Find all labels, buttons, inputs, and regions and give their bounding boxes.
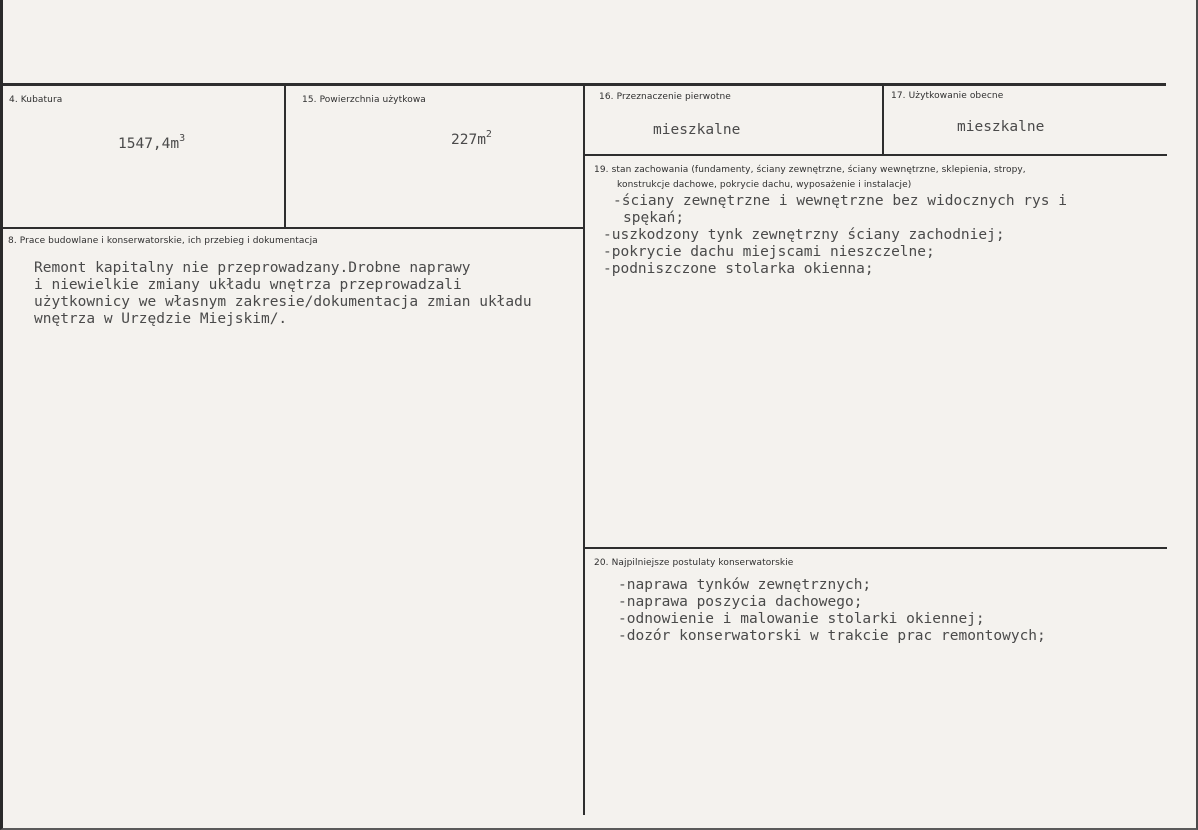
field-18-label: 8. Prace budowlane i konserwatorskie, ich przebieg i dokumentacja bbox=[8, 236, 318, 246]
rule-above-20 bbox=[584, 547, 1167, 549]
field-15-exponent: 2 bbox=[485, 129, 492, 140]
field-14-label: 4. Kubatura bbox=[9, 95, 63, 105]
field-19-line: -ściany zewnętrzne i wewnętrzne bez widocznych rys i bbox=[613, 193, 1067, 209]
field-18-line: wnętrza w Urzędzie Miejskim/. bbox=[34, 311, 288, 327]
field-15-label: 15. Powierzchnia użytkowa bbox=[302, 95, 426, 105]
field-14-exponent: 3 bbox=[179, 133, 186, 144]
field-15-number: 227m bbox=[451, 132, 486, 148]
field-19-text bbox=[603, 193, 1067, 278]
field-18-line: użytkownicy we własnym zakresie/dokumentacja zmian układu bbox=[34, 294, 532, 310]
field-14-number: 1547,4m bbox=[118, 136, 180, 152]
center-divider bbox=[583, 85, 585, 815]
field-20-line: -odnowienie i malowanie stolarki okiennej; bbox=[618, 611, 985, 627]
field-20-line: -naprawa tynków zewnętrznych; bbox=[618, 577, 872, 593]
field-19-line: -pokrycie dachu miejscami nieszczelne; bbox=[603, 244, 935, 260]
field-19-line: -uszkodzony tynk zewnętrzny ściany zachodniej; bbox=[603, 227, 1005, 243]
field-19-label-line1: 19. stan zachowania (fundamenty, ściany zewnętrzne, ściany wewnętrzne, sklepienia, stropy, bbox=[594, 165, 1026, 175]
field-14-value bbox=[118, 130, 185, 153]
field-20-text bbox=[618, 577, 1046, 645]
field-17-label: 17. Użytkowanie obecne bbox=[891, 91, 1004, 101]
field-18-line: i niewielkie zmiany układu wnętrza przeprowadzali bbox=[34, 277, 462, 293]
field-18-text bbox=[34, 260, 532, 328]
field-20-line: -naprawa poszycia dachowego; bbox=[618, 594, 863, 610]
divider-14-15 bbox=[284, 85, 286, 228]
field-19-line: spękań; bbox=[623, 210, 685, 226]
field-18-line: Remont kapitalny nie przeprowadzany.Drobne naprawy bbox=[34, 260, 471, 276]
field-20-label: 20. Najpilniejsze postulaty konserwatorskie bbox=[594, 558, 794, 568]
field-16-value: mieszkalne bbox=[653, 122, 741, 138]
rule-under-16-17 bbox=[584, 154, 1167, 156]
field-19-label-line2: konstrukcje dachowe, pokrycie dachu, wyposażenie i instalacje) bbox=[617, 180, 912, 190]
field-19-line: -podniszczone stolarka okienna; bbox=[603, 261, 874, 277]
field-16-label: 16. Przeznaczenie pierwotne bbox=[599, 92, 731, 102]
rule-under-14-15 bbox=[3, 227, 585, 229]
divider-16-17 bbox=[882, 85, 884, 155]
field-17-value: mieszkalne bbox=[957, 119, 1045, 135]
field-20-line: -dozór konserwatorski w trakcie prac remontowych; bbox=[618, 628, 1046, 644]
field-15-value bbox=[451, 126, 492, 149]
